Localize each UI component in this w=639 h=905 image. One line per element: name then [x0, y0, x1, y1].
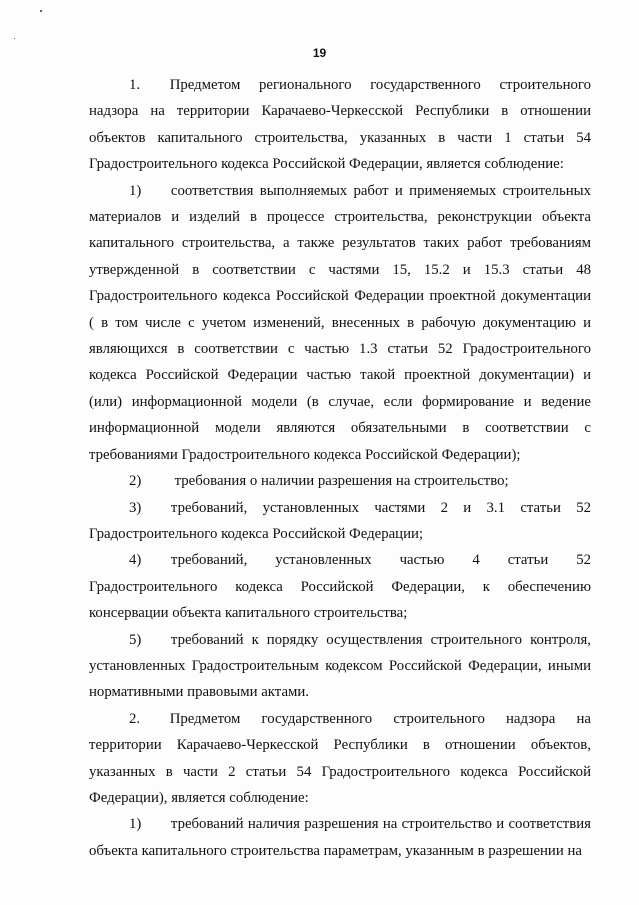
text-line: требованиями Градостроительного кодекса Российской Федерации); — [89, 446, 521, 463]
text-line: 2) требования о наличии разрешения на строительство; — [129, 473, 509, 490]
paragraph — [89, 547, 591, 626]
paragraph — [89, 627, 591, 706]
scan-speck — [14, 38, 15, 39]
text-line: утвержденной в соответствии с частями 15, 15.2 и 15.3 статьи 48 — [89, 261, 591, 278]
text-line: капитального строительства, а также результатов таких работ требованиям — [89, 235, 591, 252]
text-line: 1) требований наличия разрешения на строительство и соответствия — [129, 816, 591, 833]
text-line: надзора на территории Карачаево-Черкесской Республики в отношении — [89, 103, 591, 120]
text-line: 1. Предметом регионального государственного строительного — [129, 77, 591, 93]
text-line: территории Карачаево-Черкесской Республики в отношении объектов, — [89, 737, 591, 754]
text-line: Федерации), является соблюдение: — [89, 789, 309, 806]
text-line: 1) соответствия выполняемых работ и применяемых строительных — [129, 182, 591, 199]
text-line: указанных в части 2 статьи 54 Градостроительного кодекса Российской — [89, 763, 591, 780]
text-line: ( в том числе с учетом изменений, внесенных в рабочую документацию и — [89, 314, 591, 331]
text-line: консервации объекта капитального строительства; — [89, 605, 408, 622]
text-line: 4) требований, установленных частью 4 статьи 52 — [129, 552, 591, 569]
text-line: Градостроительного кодекса Российской Федерации, является соблюдение: — [89, 156, 564, 173]
paragraph — [89, 706, 591, 812]
text-line: кодекса Российской Федерации частью такой проектной документации) и — [89, 367, 591, 384]
text-line: Градостроительного кодекса Российской Федерации, к обеспечению — [89, 578, 591, 595]
text-line: нормативными правовыми актами. — [89, 684, 309, 701]
paragraph — [89, 495, 591, 548]
text-line: информационной модели являются обязательными в соответствии с — [89, 420, 591, 437]
text-line: установленных Градостроительным кодексом Российской Федерации, иными — [89, 657, 591, 674]
text-line: объекта капитального строительства параметрам, указанным в разрешении на — [89, 842, 582, 859]
scan-speck — [40, 10, 42, 12]
document-body — [89, 72, 591, 864]
page-number: 19 — [312, 46, 327, 60]
paragraph — [89, 178, 591, 468]
text-line: (или) информационной модели (в случае, если формирование и ведение — [89, 393, 591, 410]
text-line: 5) требований к порядку осуществления строительного контроля, — [129, 631, 591, 648]
text-line: Градостроительного кодекса Российской Федерации проектной документации — [89, 288, 591, 305]
text-line: объектов капитального строительства, указанных в части 1 статьи 54 — [89, 129, 591, 146]
paragraph — [89, 811, 591, 864]
text-line: материалов и изделий в процессе строительства, реконструкции объекта — [89, 209, 591, 226]
text-line: 2. Предметом государственного строительного надзора на — [129, 710, 591, 727]
paragraph — [89, 468, 591, 494]
text-line: 3) требований, установленных частями 2 и 3.1 статьи 52 — [129, 499, 591, 516]
text-line: Градостроительного кодекса Российской Федерации; — [89, 525, 424, 542]
paragraph — [89, 72, 591, 178]
text-line: являющихся в соответствии с частью 1.3 статьи 52 Градостроительного — [89, 341, 591, 358]
